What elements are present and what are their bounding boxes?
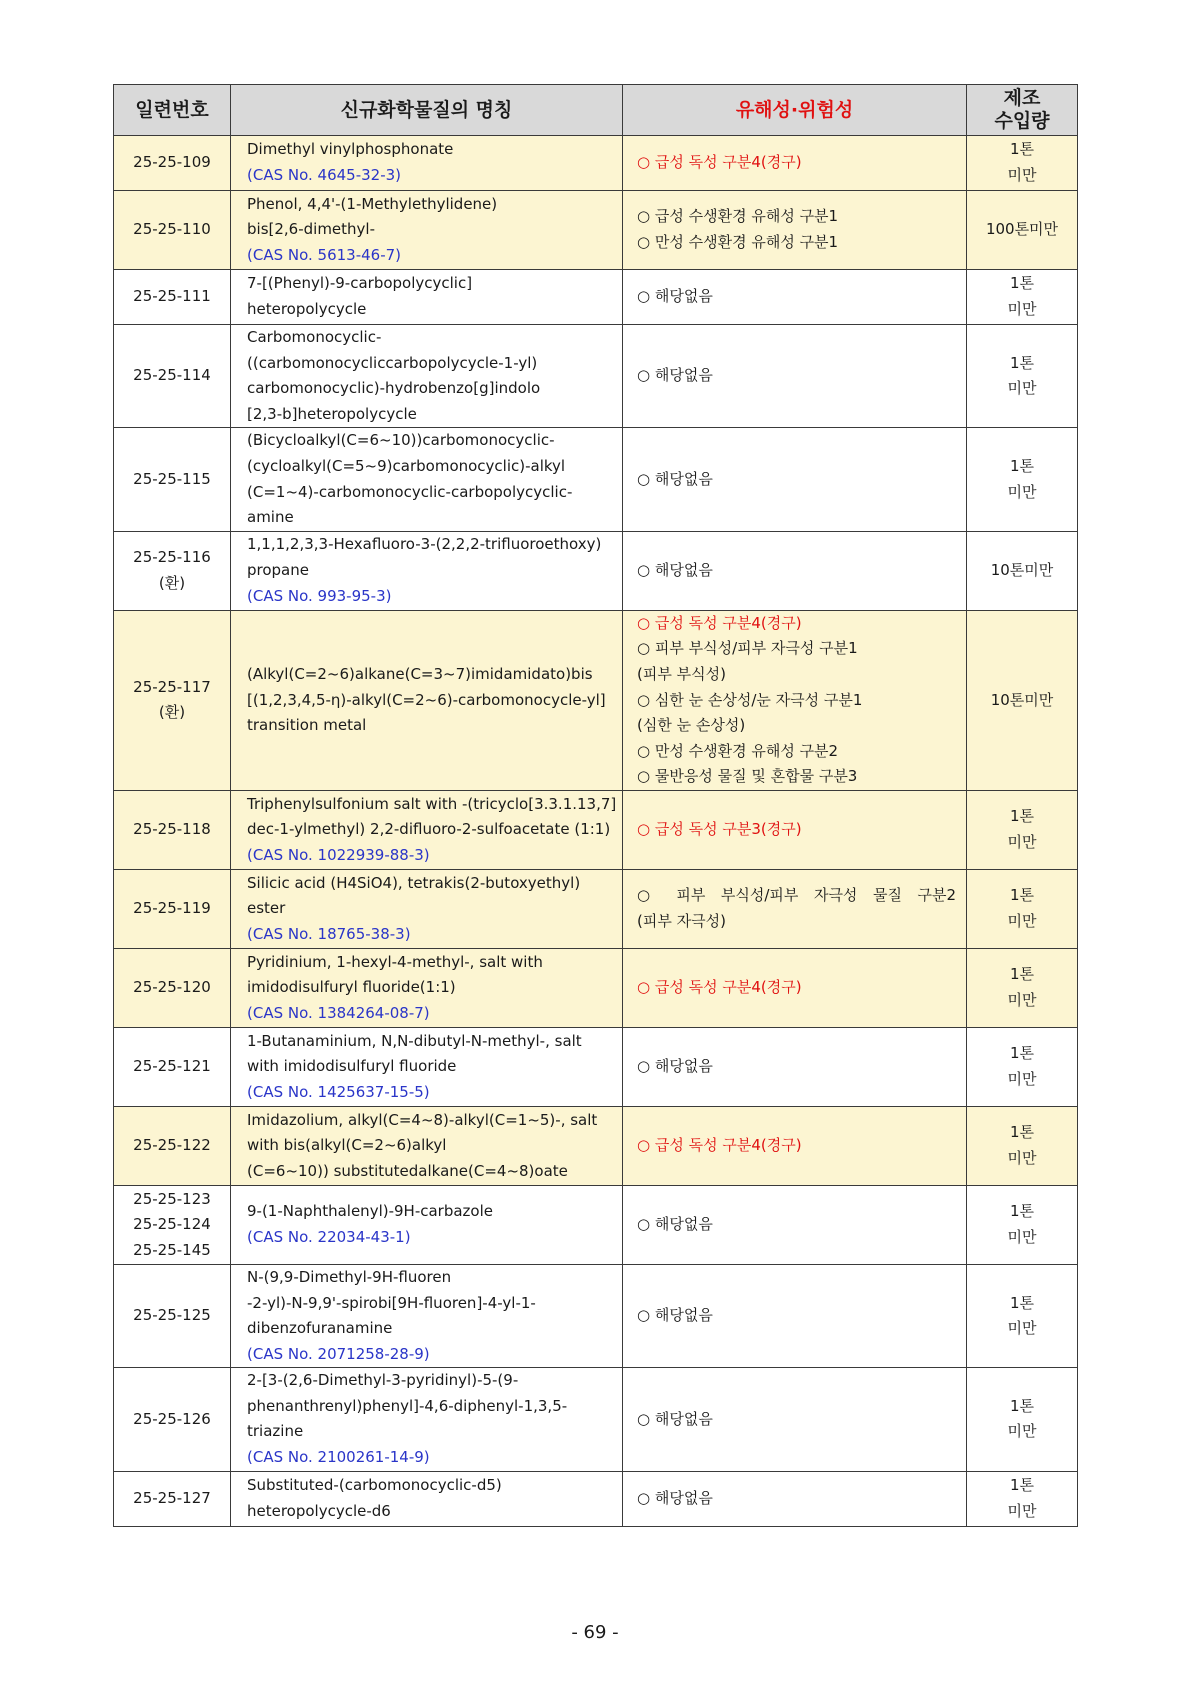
substance-name-line: with imidodisulfuryl fluoride <box>247 1057 457 1076</box>
cell-serial-number <box>114 1471 231 1526</box>
header-substance-name: 신규화학물질의 명칭 <box>231 85 623 136</box>
substance-name-line: amine <box>247 508 294 527</box>
hazard-item: ○ 물반응성 물질 및 혼합물 구분3 <box>637 767 858 786</box>
substance-name-line: heteropolycycle <box>247 300 367 318</box>
volume-line: 미만 <box>1007 832 1037 851</box>
cell-serial-number <box>114 136 231 191</box>
substance-name-line: (cycloalkyl(C=5~9)carbomonocyclic)-alkyl <box>247 456 566 475</box>
table-header-row <box>114 85 1078 136</box>
cas-number: (CAS No. 22034-43-1) <box>247 1227 411 1246</box>
hazard-item: ○ 급성 독성 구분4(경구) <box>637 613 802 632</box>
serial-number-line: (환) <box>158 703 186 722</box>
volume-line: 1톤 <box>1009 965 1035 984</box>
hazard-item: ○ 피부 부식성/피부 자극성 구분1 <box>637 639 858 658</box>
substance-name-line: transition metal <box>247 716 367 735</box>
substance-name-line: 2-[3-(2,6-Dimethyl-3-pyridinyl)-5-(9- <box>247 1371 519 1390</box>
cas-number: (CAS No. 2100261-14-9) <box>247 1448 430 1467</box>
cell-serial-number <box>114 869 231 948</box>
cell-volume <box>967 1368 1078 1471</box>
volume-line: 미만 <box>1007 1227 1037 1246</box>
cell-substance-name <box>231 1027 623 1106</box>
table-row <box>114 1106 1078 1185</box>
serial-number-line: (환) <box>158 573 186 592</box>
cell-hazard <box>623 1368 967 1471</box>
table-row <box>114 270 1078 325</box>
volume-line: 미만 <box>1007 1069 1037 1088</box>
substance-name-line: (C=6~10)) substitutedalkane(C=4~8)oate <box>247 1161 568 1180</box>
header-serial-number: 일련번호 <box>114 85 231 136</box>
cell-hazard <box>623 136 967 191</box>
cell-substance-name <box>231 428 623 531</box>
cell-volume <box>967 948 1078 1027</box>
table-row <box>114 428 1078 531</box>
table-row <box>114 1027 1078 1106</box>
cas-number: (CAS No. 1022939-88-3) <box>247 845 430 864</box>
substance-name-line: Carbomonocyclic- <box>247 328 382 346</box>
cell-volume <box>967 191 1078 270</box>
substance-name-line: Substituted-(carbomonocyclic-d5) <box>247 1476 502 1495</box>
substance-name-line: heteropolycycle-d6 <box>247 1501 391 1520</box>
table-row <box>114 1368 1078 1471</box>
table-row <box>114 136 1078 191</box>
serial-number-line: 25-25-120 <box>133 978 211 997</box>
cell-serial-number <box>114 270 231 325</box>
volume-line: 1톤 <box>1009 1044 1035 1063</box>
cell-substance-name <box>231 270 623 325</box>
cell-serial-number <box>114 1106 231 1185</box>
serial-number-line: 25-25-118 <box>133 820 211 839</box>
hazard-item: ○ 급성 독성 구분3(경구) <box>637 820 802 839</box>
substance-name-line: dibenzofuranamine <box>247 1319 393 1338</box>
cell-serial-number <box>114 1264 231 1367</box>
hazard-item: ○ 해당없음 <box>637 287 713 306</box>
volume-line: 1톤 <box>1009 456 1035 475</box>
substance-name-line: carbomonocyclic)-hydrobenzo[g]indolo <box>247 379 541 398</box>
cell-hazard <box>623 869 967 948</box>
hazard-item: ○ 심한 눈 손상성/눈 자극성 구분1 <box>637 690 863 709</box>
substance-name-line: (Bicycloalkyl(C=6~10))carbomonocyclic- <box>247 431 555 450</box>
cell-serial-number <box>114 1185 231 1264</box>
substance-name-line: ester <box>247 899 286 918</box>
table-row <box>114 948 1078 1027</box>
cell-volume <box>967 325 1078 428</box>
table-body <box>114 136 1078 1527</box>
substance-name-line: 7-[(Phenyl)-9-carbopolycyclic] <box>247 274 473 293</box>
header-volume-line: 제조 <box>1003 87 1041 109</box>
cell-serial-number <box>114 1368 231 1471</box>
cas-number: (CAS No. 5613-46-7) <box>247 245 402 264</box>
cell-serial-number <box>114 610 231 790</box>
hazard-item: ○ 해당없음 <box>637 1488 713 1507</box>
table-row <box>114 1471 1078 1526</box>
volume-line: 미만 <box>1007 300 1037 318</box>
header-hazard: 유해성·위험성 <box>623 85 967 136</box>
hazard-item: ○ 급성 독성 구분4(경구) <box>637 978 802 997</box>
cell-hazard <box>623 1027 967 1106</box>
table-row <box>114 610 1078 790</box>
volume-line: 미만 <box>1007 1319 1037 1338</box>
serial-number-line: 25-25-109 <box>133 153 211 172</box>
table-row <box>114 790 1078 869</box>
cas-number: (CAS No. 1425637-15-5) <box>247 1082 430 1101</box>
volume-line: 1톤 <box>1009 1123 1035 1142</box>
cas-number: (CAS No. 993-95-3) <box>247 586 392 605</box>
table-row <box>114 191 1078 270</box>
serial-number-line: 25-25-114 <box>133 366 211 385</box>
hazard-item: ○ 해당없음 <box>637 1215 713 1234</box>
volume-line: 1톤 <box>1009 886 1035 905</box>
volume-line: 10톤미만 <box>990 560 1054 579</box>
substance-name-line: (Alkyl(C=2~6)alkane(C=3~7)imidamidato)bis <box>247 664 593 683</box>
cell-hazard <box>623 1185 967 1264</box>
cell-substance-name <box>231 191 623 270</box>
cell-substance-name <box>231 1185 623 1264</box>
serial-number-line: 25-25-117 <box>133 677 211 696</box>
serial-number-line: 25-25-127 <box>133 1488 211 1507</box>
cell-volume <box>967 1106 1078 1185</box>
serial-number-line: 25-25-111 <box>133 287 211 306</box>
serial-number-line: 25-25-126 <box>133 1409 211 1428</box>
substance-name-line: Imidazolium, alkyl(C=4~8)-alkyl(C=1~5)-, salt <box>247 1110 598 1129</box>
cell-volume <box>967 136 1078 191</box>
substance-name-line: [2,3-b]heteropolycycle <box>247 404 417 423</box>
volume-line: 10톤미만 <box>990 690 1054 709</box>
volume-line: 미만 <box>1007 1148 1037 1167</box>
cell-hazard <box>623 428 967 531</box>
volume-line: 1톤 <box>1009 1202 1035 1221</box>
substance-name-line: phenanthrenyl)phenyl]-4,6-diphenyl-1,3,5-triazine <box>247 1396 568 1441</box>
substance-name-line: imidodisulfuryl fluoride(1:1) <box>247 978 456 997</box>
volume-line: 미만 <box>1007 379 1037 398</box>
cell-hazard <box>623 790 967 869</box>
header-volume <box>967 85 1078 136</box>
substance-name-line: N-(9,9-Dimethyl-9H-fluoren <box>247 1267 452 1286</box>
cell-serial-number <box>114 1027 231 1106</box>
cell-hazard <box>623 191 967 270</box>
substance-name-line: dec-1-ylmethyl) 2,2-difluoro-2-sulfoacetate (1:1) <box>247 820 611 839</box>
cell-substance-name <box>231 1368 623 1471</box>
cell-volume <box>967 531 1078 610</box>
substance-name-line: bis[2,6-dimethyl- <box>247 220 375 239</box>
substance-name-line: Silicic acid (H4SiO4), tetrakis(2-butoxyethyl) <box>247 873 581 892</box>
cell-volume <box>967 610 1078 790</box>
volume-line: 100톤미만 <box>985 220 1059 239</box>
cell-volume <box>967 1471 1078 1526</box>
hazard-item: (심한 눈 손상성) <box>637 716 746 735</box>
hazard-item: ○ 해당없음 <box>637 1306 713 1325</box>
cell-substance-name <box>231 869 623 948</box>
substance-name-line: -2-yl)-N-9,9'-spirobi[9H-fluoren]-4-yl-1- <box>247 1293 536 1312</box>
page-number: - 69 - <box>571 1622 619 1643</box>
substance-name-line: Phenol, 4,4'-(1-Methylethylidene) <box>247 194 498 213</box>
hazard-item: ○ 해당없음 <box>637 1409 713 1428</box>
cell-substance-name <box>231 1106 623 1185</box>
serial-number-line: 25-25-115 <box>133 469 211 488</box>
table-row <box>114 1264 1078 1367</box>
cell-substance-name <box>231 948 623 1027</box>
cell-substance-name <box>231 790 623 869</box>
volume-line: 미만 <box>1007 990 1037 1009</box>
serial-number-line: 25-25-119 <box>133 899 211 918</box>
cell-volume <box>967 270 1078 325</box>
serial-number-line: 25-25-124 <box>133 1215 211 1234</box>
volume-line: 미만 <box>1007 482 1037 501</box>
volume-line: 미만 <box>1007 1501 1037 1520</box>
cell-serial-number <box>114 531 231 610</box>
cell-substance-name <box>231 325 623 428</box>
substance-name-line: ((carbomonocycliccarbopolycycle-1-yl) <box>247 353 538 372</box>
hazard-item: ○ 만성 수생환경 유해성 구분1 <box>637 233 839 251</box>
cas-number: (CAS No. 2071258-28-9) <box>247 1344 430 1363</box>
cell-serial-number <box>114 191 231 270</box>
volume-line: 미만 <box>1007 1422 1037 1441</box>
substance-name-line: with bis(alkyl(C=2~6)alkyl <box>247 1136 447 1155</box>
cell-serial-number <box>114 325 231 428</box>
volume-line: 1톤 <box>1009 274 1035 293</box>
substance-name-line: 9-(1-Naphthalenyl)-9H-carbazole <box>247 1202 493 1221</box>
hazard-item: ○ 급성 수생환경 유해성 구분1 <box>637 207 839 226</box>
cell-substance-name <box>231 1264 623 1367</box>
cell-volume <box>967 869 1078 948</box>
cell-substance-name <box>231 531 623 610</box>
volume-line: 미만 <box>1007 166 1037 184</box>
cell-volume <box>967 790 1078 869</box>
substance-name-line: (C=1~4)-carbomonocyclic-carbopolycyclic- <box>247 482 573 501</box>
hazard-item: (피부 부식성) <box>637 664 726 683</box>
table-row <box>114 531 1078 610</box>
volume-line: 1톤 <box>1009 353 1035 372</box>
cell-serial-number <box>114 428 231 531</box>
chemical-substance-table <box>113 84 1078 1527</box>
hazard-item: ○ 급성 독성 구분4(경구) <box>637 153 802 172</box>
cell-volume <box>967 1185 1078 1264</box>
cell-hazard <box>623 270 967 325</box>
cas-number: (CAS No. 18765-38-3) <box>247 924 411 943</box>
serial-number-line: 25-25-116 <box>133 548 211 567</box>
cas-number: (CAS No. 1384264-08-7) <box>247 1003 430 1022</box>
hazard-item: ○ 피부 부식성/피부 자극성 물질 구분2 <box>637 886 956 905</box>
cell-hazard <box>623 531 967 610</box>
hazard-item: (피부 자극성) <box>637 911 726 930</box>
cell-serial-number <box>114 948 231 1027</box>
substance-name-line: 1,1,1,2,3,3-Hexafluoro-3-(2,2,2-trifluoroethoxy) <box>247 535 602 554</box>
serial-number-line: 25-25-123 <box>133 1189 211 1208</box>
hazard-item: ○ 급성 독성 구분4(경구) <box>637 1136 802 1155</box>
cell-hazard <box>623 1106 967 1185</box>
table-row <box>114 1185 1078 1264</box>
hazard-item: ○ 해당없음 <box>637 366 713 385</box>
substance-name-line: Pyridinium, 1-hexyl-4-methyl-, salt with <box>247 952 543 971</box>
cell-volume <box>967 428 1078 531</box>
cell-hazard <box>623 1471 967 1526</box>
hazard-item: ○ 해당없음 <box>637 1057 713 1076</box>
substance-name-line: propane <box>247 560 309 579</box>
substance-name-line: [(1,2,3,4,5-η)-alkyl(C=2~6)-carbomonocycle-yl] <box>247 690 606 709</box>
cell-serial-number <box>114 790 231 869</box>
cell-hazard <box>623 325 967 428</box>
volume-line: 미만 <box>1007 911 1037 930</box>
volume-line: 1톤 <box>1009 1396 1035 1415</box>
hazard-item: ○ 해당없음 <box>637 560 713 579</box>
cell-volume <box>967 1027 1078 1106</box>
substance-name-line: Triphenylsulfonium salt with -(tricyclo[3.3.1.13,7] <box>247 794 617 813</box>
serial-number-line: 25-25-110 <box>133 220 211 239</box>
serial-number-line: 25-25-145 <box>133 1240 211 1259</box>
volume-line: 1톤 <box>1009 1293 1035 1312</box>
hazard-item: ○ 해당없음 <box>637 469 713 488</box>
serial-number-line: 25-25-121 <box>133 1057 211 1076</box>
cell-substance-name <box>231 1471 623 1526</box>
cell-substance-name <box>231 136 623 191</box>
cas-number: (CAS No. 4645-32-3) <box>247 166 402 184</box>
cell-hazard <box>623 610 967 790</box>
header-volume-line: 수입량 <box>994 110 1050 132</box>
volume-line: 1톤 <box>1009 1476 1035 1495</box>
substance-name-line: Dimethyl vinylphosphonate <box>247 140 454 159</box>
cell-hazard <box>623 948 967 1027</box>
serial-number-line: 25-25-125 <box>133 1306 211 1325</box>
volume-line: 1톤 <box>1009 140 1035 159</box>
volume-line: 1톤 <box>1009 807 1035 826</box>
cell-hazard <box>623 1264 967 1367</box>
table-row <box>114 325 1078 428</box>
table-row <box>114 869 1078 948</box>
hazard-item: ○ 만성 수생환경 유해성 구분2 <box>637 741 839 760</box>
cell-substance-name <box>231 610 623 790</box>
serial-number-line: 25-25-122 <box>133 1136 211 1155</box>
substance-name-line: 1-Butanaminium, N,N-dibutyl-N-methyl-, salt <box>247 1031 582 1050</box>
cell-volume <box>967 1264 1078 1367</box>
